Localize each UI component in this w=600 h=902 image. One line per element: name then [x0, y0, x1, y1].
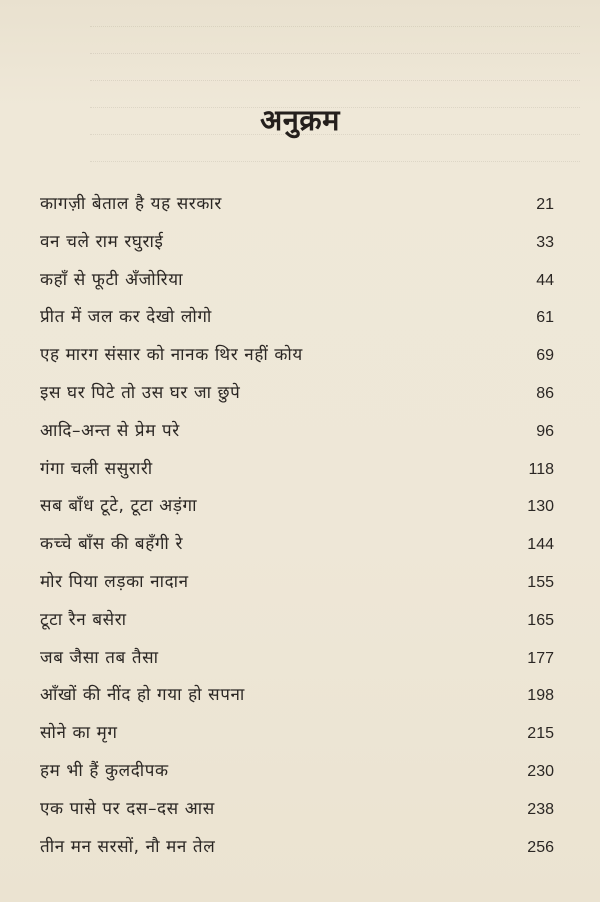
toc-entry-page-number: 165 [527, 611, 554, 629]
toc-entry [40, 413, 554, 451]
toc-entry-page-number: 21 [536, 196, 554, 213]
toc-entry-title: हम भी हैं कुलदीपक [40, 760, 169, 781]
toc-entry-title: आदि–अन्त से प्रेम परे [40, 420, 180, 441]
toc-entry-title: एह मारग संसार को नानक थिर नहीं कोय [40, 345, 303, 366]
toc-entry-title: कागज़ी बेताल है यह सरकार [40, 194, 222, 214]
table-of-contents [40, 186, 554, 866]
toc-entry [40, 375, 554, 413]
toc-entry [40, 602, 554, 640]
toc-entry-title: वन चले राम रघुराई [40, 231, 164, 252]
page-title: अनुक्रम [260, 103, 340, 137]
toc-entry-title: जब जैसा तब तैसा [40, 647, 159, 668]
toc-entry-title: कच्चे बाँस की बहँगी रे [40, 534, 183, 555]
toc-entry [40, 299, 554, 337]
toc-entry-page-number: 69 [536, 347, 554, 365]
toc-entry-page-number: 198 [527, 687, 554, 705]
toc-entry-title: कहाँ से फूटी अँजोरिया [40, 269, 184, 290]
toc-entry [40, 791, 554, 829]
toc-entry-page-number: 33 [536, 233, 554, 251]
toc-entry [40, 715, 554, 753]
toc-entry-page-number: 215 [527, 725, 554, 743]
toc-entry [40, 677, 554, 715]
toc-entry [40, 488, 554, 526]
toc-entry [40, 186, 554, 224]
toc-entry-title: इस घर पिटे तो उस घर जा छुपे [40, 382, 241, 403]
toc-entry [40, 224, 554, 262]
toc-entry [40, 564, 554, 602]
toc-entry-title: एक पासे पर दस–दस आस [40, 798, 215, 819]
toc-entry-page-number: 155 [527, 573, 554, 591]
toc-entry-title: टूटा रैन बसेरा [40, 609, 127, 630]
toc-entry-title: तीन मन सरसों, नौ मन तेल [40, 836, 216, 857]
toc-entry-page-number: 44 [536, 271, 554, 289]
show-through-text [0, 0, 600, 185]
toc-entry [40, 526, 554, 564]
toc-entry-page-number: 230 [527, 762, 554, 780]
toc-entry-title: मोर पिया लड़का नादान [40, 571, 189, 592]
toc-entry-title: सोने का मृग [40, 723, 118, 744]
toc-entry-page-number: 61 [536, 309, 554, 327]
toc-entry [40, 753, 554, 791]
toc-entry [40, 262, 554, 300]
toc-entry-page-number: 130 [527, 498, 554, 516]
toc-entry [40, 640, 554, 678]
toc-entry-title: सब बाँध टूटे, टूटा अड़ंगा [40, 496, 198, 517]
toc-entry-page-number: 177 [527, 649, 554, 667]
toc-entry-page-number: 144 [527, 536, 554, 554]
toc-entry-page-number: 96 [536, 422, 554, 440]
toc-entry-page-number: 256 [527, 838, 554, 856]
toc-entry-title: आँखों की नींद हो गया हो सपना [40, 685, 245, 706]
toc-entry-title: गंगा चली ससुरारी [40, 458, 153, 479]
toc-entry-page-number: 238 [527, 800, 554, 818]
toc-entry-page-number: 86 [536, 384, 554, 402]
toc-entry [40, 451, 554, 489]
toc-entry-title: प्रीत में जल कर देखो लोगो [40, 307, 212, 328]
toc-entry [40, 337, 554, 375]
toc-entry [40, 829, 554, 867]
toc-entry-page-number: 118 [528, 460, 554, 478]
